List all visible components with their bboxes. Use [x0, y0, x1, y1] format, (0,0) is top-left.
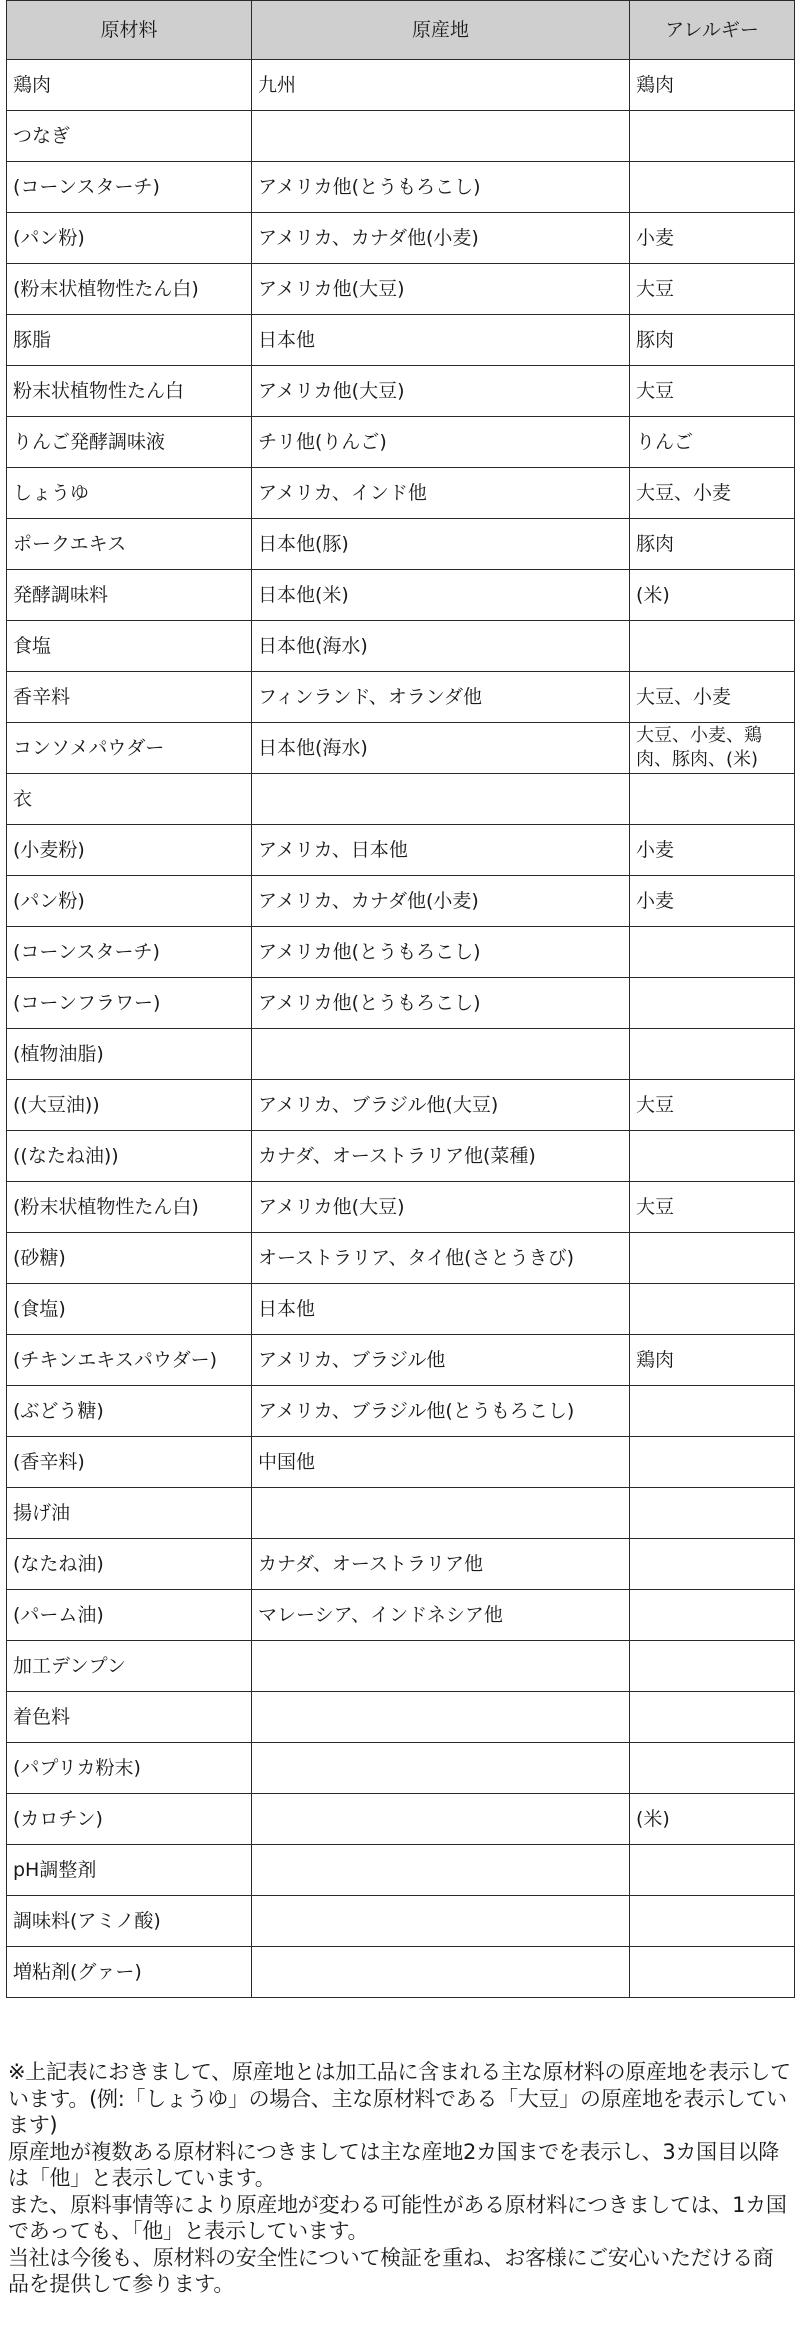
- note-safety-commitment: 当社は今後も、原材料の安全性について検証を重ね、お客様にご安心いただける商品を提供して参ります。: [8, 2245, 774, 2296]
- ingredient-cell: (粉末状植物性たん白): [7, 1182, 252, 1233]
- origin-cell: 九州: [252, 60, 630, 111]
- ingredient-origin-table: [6, 0, 795, 1998]
- origin-cell: アメリカ他(大豆): [252, 264, 630, 315]
- allergy-cell: 大豆: [630, 1080, 795, 1131]
- ingredient-cell: (パン粉): [7, 213, 252, 264]
- ingredient-cell: 鶏肉: [7, 60, 252, 111]
- ingredient-cell: (チキンエキスパウダー): [7, 1335, 252, 1386]
- origin-cell: 日本他(豚): [252, 519, 630, 570]
- allergy-cell: 大豆: [630, 1182, 795, 1233]
- header-allergy: アレルギー: [630, 1, 795, 60]
- table-row: [7, 1743, 795, 1794]
- table-row: [7, 1794, 795, 1845]
- ingredient-cell: (香辛料): [7, 1437, 252, 1488]
- footnotes: [8, 2059, 794, 2298]
- table-row: [7, 213, 795, 264]
- table-row: [7, 1386, 795, 1437]
- table-row: [7, 774, 795, 825]
- header-ingredient: 原材料: [7, 1, 252, 60]
- table-row: [7, 162, 795, 213]
- origin-cell: アメリカ他(大豆): [252, 366, 630, 417]
- origin-cell: カナダ、オーストラリア他: [252, 1539, 630, 1590]
- allergy-cell: [630, 978, 795, 1029]
- allergy-cell: [630, 1131, 795, 1182]
- ingredient-cell: (食塩): [7, 1284, 252, 1335]
- allergy-cell: (米): [630, 570, 795, 621]
- table-row: [7, 315, 795, 366]
- origin-cell: アメリカ、日本他: [252, 825, 630, 876]
- allergy-cell: 大豆、小麦、鶏肉、豚肉、(米): [630, 723, 795, 774]
- table-row: [7, 1437, 795, 1488]
- table-row: [7, 876, 795, 927]
- allergy-cell: 鶏肉: [630, 60, 795, 111]
- table-row: [7, 366, 795, 417]
- allergy-cell: [630, 1284, 795, 1335]
- ingredient-cell: (粉末状植物性たん白): [7, 264, 252, 315]
- allergy-cell: 大豆: [630, 264, 795, 315]
- origin-cell: アメリカ他(とうもろこし): [252, 978, 630, 1029]
- origin-cell: 日本他(海水): [252, 621, 630, 672]
- origin-cell: [252, 1029, 630, 1080]
- ingredient-cell: (小麦粉): [7, 825, 252, 876]
- origin-cell: [252, 1641, 630, 1692]
- table-row: [7, 1284, 795, 1335]
- ingredient-cell: つなぎ: [7, 111, 252, 162]
- allergy-cell: [630, 1947, 795, 1998]
- origin-cell: 日本他: [252, 315, 630, 366]
- ingredient-cell: 発酵調味料: [7, 570, 252, 621]
- header-origin: 原産地: [252, 1, 630, 60]
- table-row: [7, 1182, 795, 1233]
- origin-cell: 日本他(米): [252, 570, 630, 621]
- table-row: [7, 1233, 795, 1284]
- origin-cell: アメリカ他(大豆): [252, 1182, 630, 1233]
- table-row: [7, 621, 795, 672]
- ingredient-cell: (コーンスターチ): [7, 927, 252, 978]
- origin-cell: アメリカ他(とうもろこし): [252, 162, 630, 213]
- ingredient-cell: 調味料(アミノ酸): [7, 1896, 252, 1947]
- allergy-cell: [630, 1539, 795, 1590]
- ingredient-cell: しょうゆ: [7, 468, 252, 519]
- allergy-cell: 小麦: [630, 213, 795, 264]
- table-row: [7, 1080, 795, 1131]
- ingredient-cell: (パン粉): [7, 876, 252, 927]
- table-row: [7, 978, 795, 1029]
- ingredient-cell: (コーンスターチ): [7, 162, 252, 213]
- table-row: [7, 1641, 795, 1692]
- table-row: [7, 1947, 795, 1998]
- allergy-cell: 豚肉: [630, 315, 795, 366]
- allergy-cell: [630, 1233, 795, 1284]
- origin-cell: オーストラリア、タイ他(さとうきび): [252, 1233, 630, 1284]
- table-row: [7, 1539, 795, 1590]
- origin-cell: [252, 1794, 630, 1845]
- table-row: [7, 1590, 795, 1641]
- table-row: [7, 1692, 795, 1743]
- origin-cell: カナダ、オーストラリア他(菜種): [252, 1131, 630, 1182]
- origin-cell: アメリカ、カナダ他(小麦): [252, 876, 630, 927]
- allergy-cell: [630, 1488, 795, 1539]
- allergy-cell: 鶏肉: [630, 1335, 795, 1386]
- table-row: [7, 1029, 795, 1080]
- table-header-row: [7, 1, 795, 60]
- origin-cell: チリ他(りんご): [252, 417, 630, 468]
- ingredient-cell: 豚脂: [7, 315, 252, 366]
- table-body: [7, 60, 795, 1998]
- table-row: [7, 672, 795, 723]
- ingredient-cell: pH調整剤: [7, 1845, 252, 1896]
- ingredient-cell: 増粘剤(グァー): [7, 1947, 252, 1998]
- allergy-cell: [630, 1029, 795, 1080]
- table-row: [7, 1488, 795, 1539]
- ingredient-cell: 粉末状植物性たん白: [7, 366, 252, 417]
- ingredient-cell: 香辛料: [7, 672, 252, 723]
- table-row: [7, 1335, 795, 1386]
- table-row: [7, 519, 795, 570]
- origin-cell: 日本他: [252, 1284, 630, 1335]
- allergy-cell: 豚肉: [630, 519, 795, 570]
- allergy-cell: [630, 1743, 795, 1794]
- origin-cell: [252, 1947, 630, 1998]
- ingredient-cell: (カロチン): [7, 1794, 252, 1845]
- allergy-cell: 小麦: [630, 876, 795, 927]
- ingredient-cell: コンソメパウダー: [7, 723, 252, 774]
- table-row: [7, 570, 795, 621]
- origin-cell: [252, 1845, 630, 1896]
- table-row: [7, 417, 795, 468]
- ingredient-cell: (植物油脂): [7, 1029, 252, 1080]
- table-row: [7, 264, 795, 315]
- ingredient-cell: (パーム油): [7, 1590, 252, 1641]
- ingredient-cell: (パプリカ粉末): [7, 1743, 252, 1794]
- allergy-cell: [630, 1590, 795, 1641]
- note-multiple-origins: 原産地が複数ある原材料につきましては主な産地2カ国までを表示し、3カ国目以降は「他」と表示しています。: [8, 2139, 779, 2190]
- origin-cell: [252, 1743, 630, 1794]
- allergy-cell: [630, 1437, 795, 1488]
- table-row: [7, 60, 795, 111]
- ingredient-cell: ポークエキス: [7, 519, 252, 570]
- allergy-cell: [630, 162, 795, 213]
- table-row: [7, 1131, 795, 1182]
- table-row: [7, 468, 795, 519]
- ingredient-cell: (ぶどう糖): [7, 1386, 252, 1437]
- table-row: [7, 1896, 795, 1947]
- allergy-cell: [630, 111, 795, 162]
- ingredient-cell: (なたね油): [7, 1539, 252, 1590]
- ingredient-cell: 揚げ油: [7, 1488, 252, 1539]
- table-row: [7, 927, 795, 978]
- ingredient-cell: 食塩: [7, 621, 252, 672]
- allergy-cell: 大豆、小麦: [630, 468, 795, 519]
- allergy-cell: [630, 927, 795, 978]
- origin-cell: アメリカ、カナダ他(小麦): [252, 213, 630, 264]
- origin-cell: [252, 774, 630, 825]
- origin-cell: アメリカ、ブラジル他: [252, 1335, 630, 1386]
- origin-cell: アメリカ、ブラジル他(大豆): [252, 1080, 630, 1131]
- table-row: [7, 723, 795, 774]
- allergy-cell: [630, 621, 795, 672]
- ingredient-cell: ((大豆油)): [7, 1080, 252, 1131]
- allergy-cell: りんご: [630, 417, 795, 468]
- origin-cell: フィンランド、オランダ他: [252, 672, 630, 723]
- allergy-cell: [630, 1386, 795, 1437]
- table-row: [7, 111, 795, 162]
- allergy-cell: 小麦: [630, 825, 795, 876]
- origin-cell: アメリカ他(とうもろこし): [252, 927, 630, 978]
- ingredient-cell: 衣: [7, 774, 252, 825]
- allergy-cell: [630, 1896, 795, 1947]
- origin-cell: [252, 1896, 630, 1947]
- allergy-cell: [630, 774, 795, 825]
- ingredient-cell: 着色料: [7, 1692, 252, 1743]
- allergy-cell: [630, 1641, 795, 1692]
- ingredient-cell: りんご発酵調味液: [7, 417, 252, 468]
- ingredient-cell: 加工デンプン: [7, 1641, 252, 1692]
- allergy-cell: (米): [630, 1794, 795, 1845]
- table-row: [7, 1845, 795, 1896]
- allergy-cell: 大豆: [630, 366, 795, 417]
- table-row: [7, 825, 795, 876]
- allergy-cell: 大豆、小麦: [630, 672, 795, 723]
- note-other-label: また、原料事情等により原産地が変わる可能性がある原材料につきましては、1カ国であっても、「他」と表示しています。: [8, 2192, 787, 2243]
- origin-cell: [252, 111, 630, 162]
- note-origin-definition: ※上記表におきまして、原産地とは加工品に含まれる主な原材料の原産地を表示しています。(例:「しょうゆ」の場合、主な原材料である「大豆」の原産地を表示しています): [8, 2060, 791, 2137]
- allergy-cell: [630, 1845, 795, 1896]
- origin-cell: 中国他: [252, 1437, 630, 1488]
- origin-cell: [252, 1692, 630, 1743]
- allergy-cell: [630, 1692, 795, 1743]
- origin-cell: 日本他(海水): [252, 723, 630, 774]
- origin-cell: アメリカ、インド他: [252, 468, 630, 519]
- ingredient-cell: (コーンフラワー): [7, 978, 252, 1029]
- origin-cell: [252, 1488, 630, 1539]
- ingredient-cell: (砂糖): [7, 1233, 252, 1284]
- origin-cell: マレーシア、インドネシア他: [252, 1590, 630, 1641]
- ingredient-cell: ((なたね油)): [7, 1131, 252, 1182]
- origin-cell: アメリカ、ブラジル他(とうもろこし): [252, 1386, 630, 1437]
